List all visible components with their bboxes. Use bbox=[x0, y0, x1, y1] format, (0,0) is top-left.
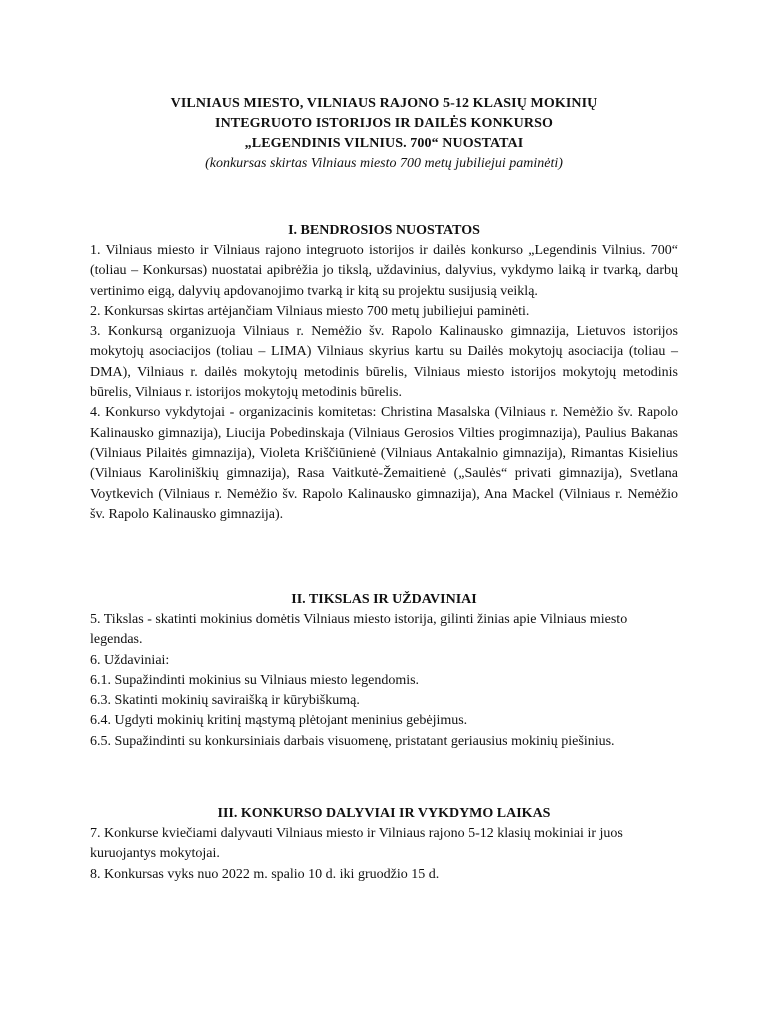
paragraph-5: 5. Tikslas - skatinti mokinius domėtis Vilniaus miesto istorija, gilinti žinias apie Vilniaus miesto legendas. bbox=[90, 612, 628, 648]
paragraph-2: 2. Konkursas skirtas artėjančiam Vilniaus miesto 700 metų jubiliejui paminėti. bbox=[90, 303, 530, 319]
paragraph-1: 1. Vilniaus miesto ir Vilniaus rajono integruoto istorijos ir dailės konkurso „Legendinis Vilnius. 700“ (toliau – Konkursas) nuostatai apibrėžia jo tikslą, uždavinius, dalyvius, vykdymo laiką ir tvarką, darbų vertinimo eigą, dalyvių apdovanojimo tvarką ir kitą su projektu susijusią veiklą. bbox=[90, 243, 678, 299]
section-heading: III. KONKURSO DALYVIAI IR VYKDYMO LAIKAS bbox=[217, 806, 551, 821]
document-title-line-2: INTEGRUOTO ISTORIJOS IR DAILĖS KONKURSO bbox=[215, 116, 553, 131]
document-title-block bbox=[0, 94, 768, 174]
section-heading: I. BENDROSIOS NUOSTATOS bbox=[288, 223, 480, 238]
section-participants-and-time bbox=[90, 804, 678, 885]
paragraph-6-4: 6.4. Ugdyti mokinių kritinį mąstymą plėtojant meninius gebėjimus. bbox=[90, 713, 468, 729]
paragraph-6-3: 6.3. Skatinti mokinių saviraišką ir kūrybiškumą. bbox=[90, 693, 360, 709]
paragraph-6-1: 6.1. Supažindinti mokinius su Vilniaus miesto legendomis. bbox=[90, 672, 420, 688]
paragraph-7: 7. Konkurse kviečiami dalyvauti Vilniaus miesto ir Vilniaus rajono 5-12 klasių mokiniai ir juos kuruojantys mokytojai. bbox=[90, 826, 623, 862]
paragraph-6: 6. Uždaviniai: bbox=[90, 652, 170, 668]
paragraph-8: 8. Konkursas vyks nuo 2022 m. spalio 10 d. iki gruodžio 15 d. bbox=[90, 866, 440, 882]
section-heading: II. TIKSLAS IR UŽDAVINIAI bbox=[291, 592, 477, 607]
paragraph-4: 4. Konkurso vykdytojai - organizacinis komitetas: Christina Masalska (Vilniaus r. Nemėžio šv. Rapolo Kalinausko gimnazija), Liucija Pobedinskaja (Vilniaus Gerosios Vilties progimnazija), Paulius Bakanas (Vilniaus Pilaitės gimnazija), Violeta Kriščiūnienė (Vilniaus Antakalnio gimnazija), Rimantas Kisielius (Vilniaus Karoliniškių gimnazija), Rasa Vaitkutė-Žemaitienė („Saulės“ privati gimnazija), Svetlana Voytkevich (Vilniaus r. Nemėžio šv. Rapolo Kalinausko gimnazija), Ana Mackel (Vilniaus r. Nemėžio šv. Rapolo Kalinausko gimnazija). bbox=[90, 405, 678, 522]
document-subtitle: (konkursas skirtas Vilniaus miesto 700 metų jubiliejui paminėti) bbox=[205, 156, 563, 171]
section-goal-and-tasks bbox=[90, 590, 678, 752]
section-general-provisions bbox=[90, 221, 678, 525]
paragraph-6-5: 6.5. Supažindinti su konkursiniais darbais visuomenę, pristatant geriausius mokinių piešinius. bbox=[90, 733, 615, 749]
document-title-line-3: „LEGENDINIS VILNIUS. 700“ NUOSTATAI bbox=[244, 136, 524, 151]
document-title-line-1: VILNIAUS MIESTO, VILNIAUS RAJONO 5-12 KLASIŲ MOKINIŲ bbox=[170, 96, 598, 111]
paragraph-3: 3. Konkursą organizuoja Vilniaus r. Nemėžio šv. Rapolo Kalinausko gimnazija, Lietuvos istorijos mokytojų asociacijos (toliau – LIMA) Vilniaus skyrius kartu su Dailės mokytojų asociacija (toliau – DMA), Vilniaus r. dailės mokytojų metodinis būrelis, Vilniaus miesto istorijos mokytojų metodinis būrelis, Vilniaus r. istorijos mokytojų metodinis būrelis. bbox=[90, 324, 678, 401]
